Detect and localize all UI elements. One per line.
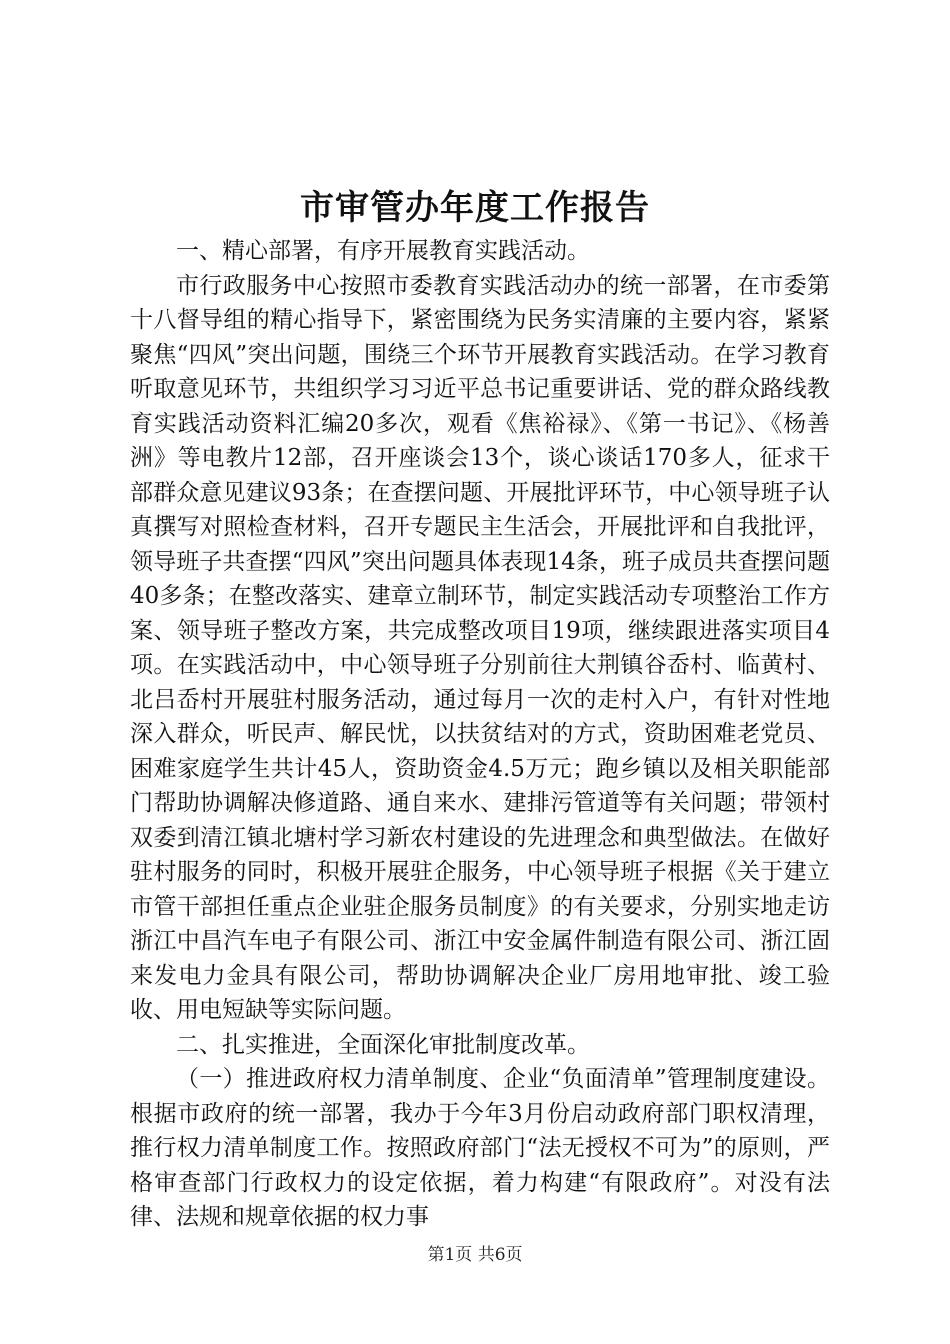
document-body	[130, 234, 830, 1235]
section-heading-1: 一、精心部署，有序开展教育实践活动。	[176, 238, 590, 264]
section-heading-2: 二、扎实推进，全面深化审批制度改革。	[176, 1031, 590, 1058]
page-footer: 第1页 共6页	[427, 1245, 523, 1265]
document-title: 市审管办年度工作报告	[300, 188, 650, 228]
body-paragraph-2: （一）推进政府权力清单制度、企业“负面清单”管理制度建设。根据市政府的统一部署，我办于今年3月份启动政府部门职权清理，推行权力清单制度工作。按照政府部门“法无授权不可为”的原则，严格审查部门行政权力的设定依据，着力构建“有限政府”。对没有法律、法规和规章依据的权力事	[130, 1066, 830, 1230]
body-paragraph-1: 市行政服务中心按照市委教育实践活动办的统一部署，在市委第十八督导组的精心指导下，紧密围绕为民务实清廉的主要内容，紧紧聚焦“四风”突出问题，围绕三个环节开展教育实践活动。在学习教育听取意见环节，共组织学习习近平总书记重要讲话、党的群众路线教育实践活动资料汇编20多次，观看《焦裕禄》、《第一书记》、《杨善洲》等电教片12部，召开座谈会13个，谈心谈话170多人，征求干部群众意见建议93条；在查摆问题、开展批评环节，中心领导班子认真撰写对照检查材料，召开专题民主生活会，开展批评和自我批评，领导班子共查摆“四风”突出问题具体表现14条，班子成员共查摆问题40多条；在整改落实、建章立制环节，制定实践活动专项整治工作方案、领导班子整改方案，共完成整改项目19项，继续跟进落实项目4项。在实践活动中，中心领导班子分别前往大荆镇谷岙村、临黄村、北吕岙村开展驻村服务活动，通过每月一次的走村入户，有针对性地深入群众，听民声、解民忧，以扶贫结对的方式，资助困难老党员、困难家庭学生共计45人，资助资金4.5万元；跑乡镇以及相关职能部门帮助协调解决修道路、通自来水、建排污管道等有关问题；带领村双委到清江镇北塘村学习新农村建设的先进理念和典型做法。在做好驻村服务的同时，积极开展驻企服务，中心领导班子根据《关于建立市管干部担任重点企业驻企服务员制度》的有关要求，分别实地走访浙江中昌汽车电子有限公司、浙江中安金属件制造有限公司、浙江固来发电力金具有限公司，帮助协调解决企业厂房用地审批、竣工验收、用电短缺等实际问题。	[130, 272, 830, 1023]
